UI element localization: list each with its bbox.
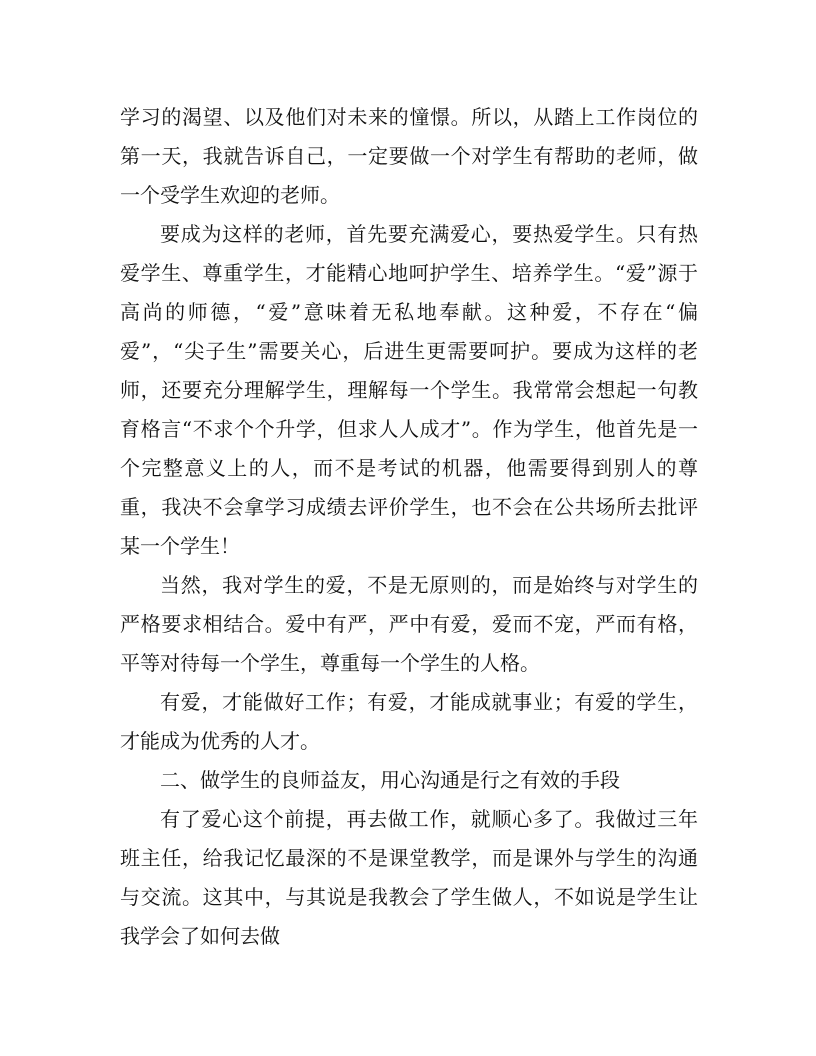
paragraph-2: 要成为这样的老师，首先要充满爱心，要热爱学生。只有热爱学生、尊重学生，才能精心地呵护学生、培养学生。“爱”源于高尚的师德，“爱”意味着无私地奉献。这种爱，不存在“偏爱”，“尖子生”需要关心，后进生更需要呵护。要成为这样的老师，还要充分理解学生，理解每一个学生。我常常会想起一句教育格言“不求个个升学，但求人人成才”。作为学生，他首先是一个完整意义上的人，而不是考试的机器，他需要得到别人的尊重，我决不会拿学习成绩去评价学生，也不会在公共场所去批评某一个学生！ <box>120 222 698 558</box>
paragraph-3: 当然，我对学生的爱，不是无原则的，而是始终与对学生的严格要求相结合。爱中有严，严中有爱，爱而不宠，严而有格，平等对待每一个学生，尊重每一个学生的人格。 <box>120 573 698 675</box>
paragraph-5: 有了爱心这个前提，再去做工作，就顺心多了。我做过三年班主任，给我记忆最深的不是课堂教学，而是课外与学生的沟通与交流。这其中，与其说是我教会了学生做人，不如说是学生让我学会了如何去做 <box>120 807 698 948</box>
paragraph-1: 学习的渴望、以及他们对未来的憧憬。所以，从踏上工作岗位的第一天，我就告诉自己，一定要做一个对学生有帮助的老师，做一个受学生欢迎的老师。 <box>120 105 698 207</box>
document-page <box>120 98 698 956</box>
section-heading: 二、做学生的良师益友，用心沟通是行之有效的手段 <box>160 768 620 792</box>
paragraph-4: 有爱，才能做好工作；有爱，才能成就事业；有爱的学生，才能成为优秀的人才。 <box>120 690 698 753</box>
